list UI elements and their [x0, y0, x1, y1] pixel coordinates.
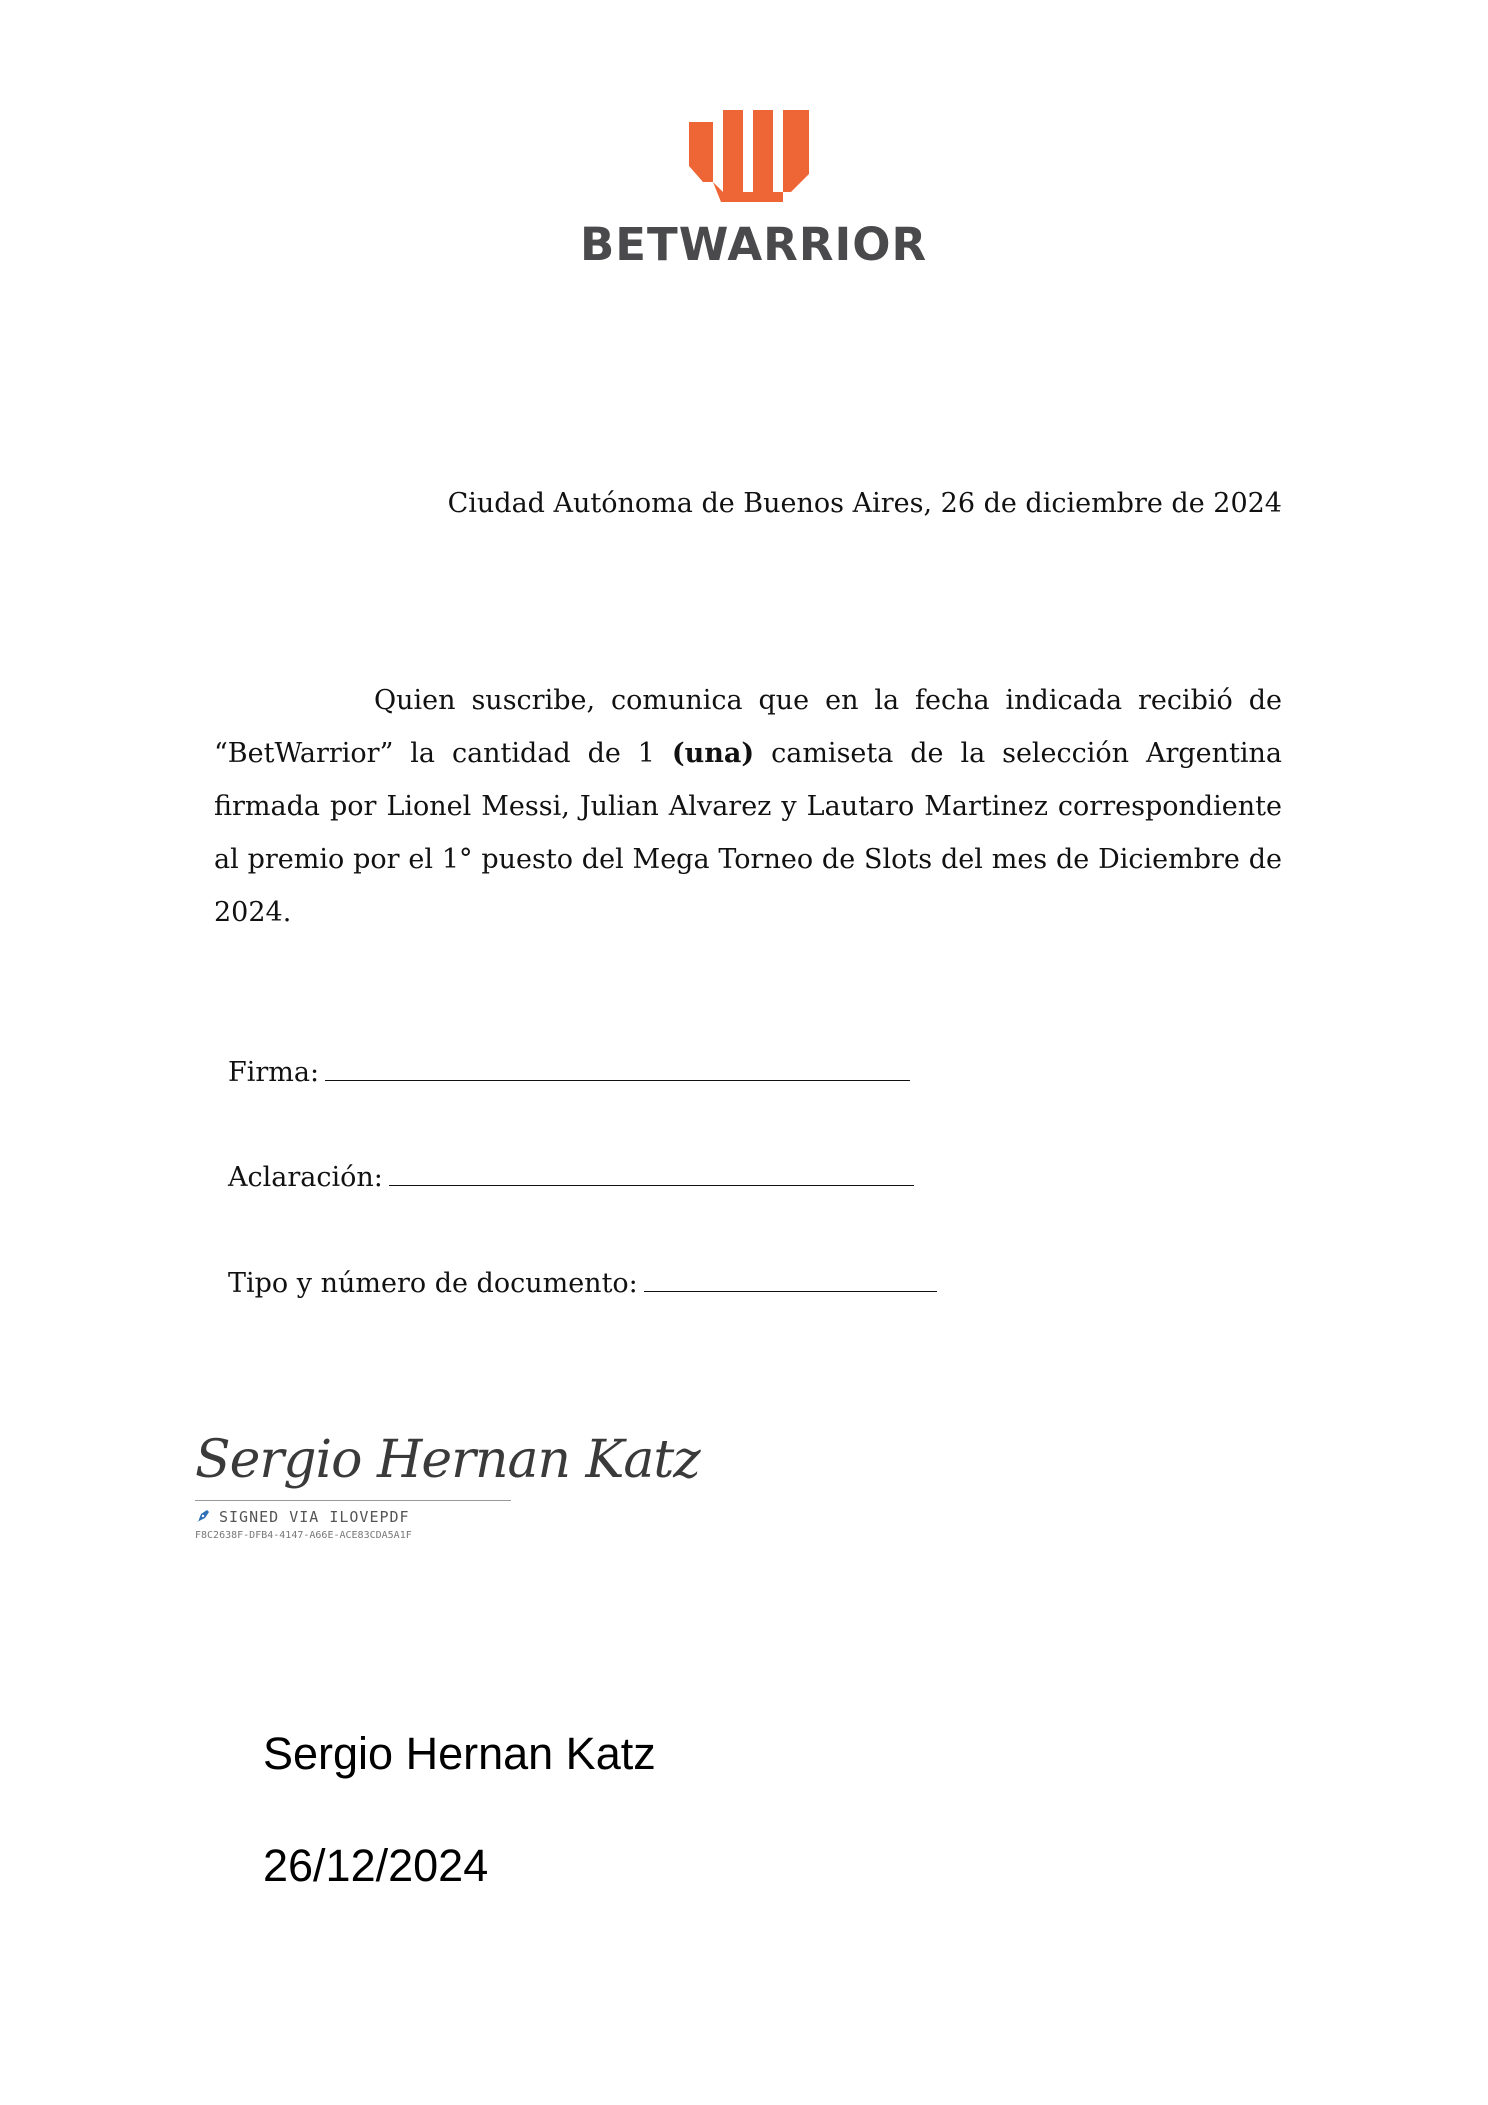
digital-signature: [195, 1430, 700, 1550]
aclaracion-field: [228, 1161, 914, 1193]
documento-line: [644, 1267, 937, 1292]
place-date: Ciudad Autónoma de Buenos Aires, 26 de diciembre de 2024: [447, 488, 1282, 519]
body-text-part2: camiseta de la selección Argentina firmada por Lionel Messi, Julian Alvarez y Lautaro Martinez correspondiente al premio por el 1° puesto del Mega Torneo de Slots del mes de Diciembre de 2024.: [214, 738, 1282, 928]
letter-body: [214, 674, 1282, 939]
body-text-bold: (una): [671, 738, 755, 769]
signer-date: 26/12/2024: [263, 1840, 489, 1891]
betwarrior-logo: [580, 110, 928, 271]
body-text-part1: Quien suscribe, comunica que en la fecha indicada recibió de “BetWarrior” la cantidad de 1: [214, 685, 1282, 769]
signed-via-text: SIGNED VIA ILOVEPDF: [219, 1508, 410, 1526]
signed-via-line: [195, 1508, 410, 1526]
signature-rule: [195, 1500, 511, 1501]
firma-label: Firma:: [228, 1057, 320, 1088]
firma-field: [228, 1056, 910, 1088]
firma-line: [325, 1056, 910, 1081]
signature-script: Sergio Hernan Katz: [195, 1430, 700, 1490]
signer-name: Sergio Hernan Katz: [263, 1728, 656, 1779]
aclaracion-label: Aclaración:: [228, 1162, 383, 1193]
signature-hash: F8C2638F-DFB4-4147-A66E-ACE83CDA5A1F: [195, 1530, 412, 1541]
documento-label: Tipo y número de documento:: [228, 1268, 638, 1299]
logo-wordmark: BETWARRIOR: [580, 218, 928, 271]
pen-nib-icon: [195, 1508, 211, 1524]
aclaracion-line: [389, 1161, 914, 1186]
documento-field: [228, 1267, 937, 1299]
betwarrior-w-mark-icon: [687, 110, 811, 204]
